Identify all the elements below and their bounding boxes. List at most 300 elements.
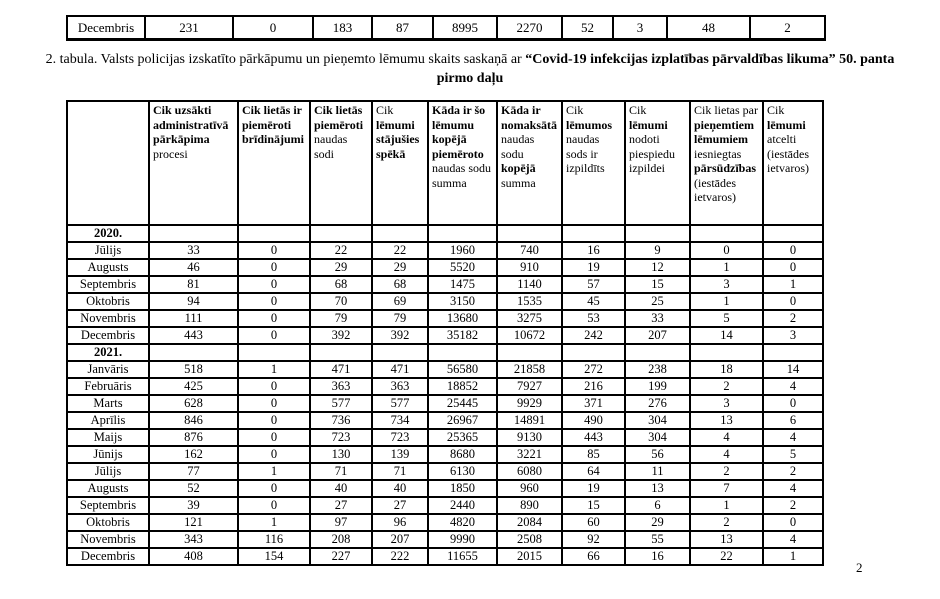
value-cell: 7 [690,480,763,497]
value-cell: 2084 [497,514,562,531]
value-cell: 3275 [497,310,562,327]
value-cell: 0 [763,242,823,259]
value-cell: 0 [238,497,310,514]
value-cell: 56 [625,446,690,463]
value-cell: 408 [149,548,238,565]
value-cell: 0 [238,412,310,429]
header-text: summa [501,175,536,190]
value-cell: 471 [372,361,428,378]
column-header [372,101,428,225]
value-cell: 85 [562,446,625,463]
value-cell: 13 [690,412,763,429]
value-cell: 0 [690,242,763,259]
value-cell: 97 [310,514,372,531]
value-cell: 92 [562,531,625,548]
value-cell: 0 [238,259,310,276]
header-text: Cik [767,103,785,117]
value-cell: 13680 [428,310,497,327]
value-cell: 960 [497,480,562,497]
value-cell: 19 [562,480,625,497]
value-cell: 1 [763,276,823,293]
value-cell: 1475 [428,276,497,293]
value-cell: 2 [763,310,823,327]
value-cell: 27 [372,497,428,514]
caption-text: 2. tabula. Valsts policijas izskatīto pārkāpumu un pieņemto lēmumu skaits saskaņā ar [45,52,526,67]
value-cell: 13 [690,531,763,548]
header-text: nodoti piespiedu izpildei [629,132,675,175]
value-cell: 1 [238,361,310,378]
month-data-row [67,242,823,259]
empty-cell [625,225,690,242]
month-data-row [67,514,823,531]
value-cell: 66 [562,548,625,565]
value-cell: 471 [310,361,372,378]
header-text-bold: lēmumi stājušies spēkā [376,117,420,161]
value-cell: 1535 [497,293,562,310]
value-cell: 2 [690,463,763,480]
column-header [149,101,238,225]
month-label: Novembris [67,531,149,548]
value-cell: 2015 [497,548,562,565]
month-data-row [67,531,823,548]
value-cell: 40 [310,480,372,497]
column-header [67,101,149,225]
value-cell: 96 [372,514,428,531]
value-cell: 15 [625,276,690,293]
value-cell: 18852 [428,378,497,395]
empty-cell [690,344,763,361]
value-cell: 227 [310,548,372,565]
value-cell: 216 [562,378,625,395]
empty-cell [238,344,310,361]
column-header [763,101,823,225]
column-header [428,101,497,225]
value-cell: 29 [625,514,690,531]
value-cell: 22 [690,548,763,565]
value-cell: 1140 [497,276,562,293]
value-cell: 0 [233,16,313,40]
value-cell: 2 [690,514,763,531]
value-cell: 371 [562,395,625,412]
value-cell: 392 [372,327,428,344]
value-cell: 443 [149,327,238,344]
header-text-bold: kopējā [501,161,536,175]
value-cell: 70 [310,293,372,310]
value-cell: 14891 [497,412,562,429]
value-cell: 5520 [428,259,497,276]
value-cell: 69 [372,293,428,310]
value-cell: 6 [763,412,823,429]
empty-cell [428,344,497,361]
value-cell: 4 [690,429,763,446]
value-cell: 0 [238,293,310,310]
header-text: (iestādes ietvaros) [694,175,736,204]
value-cell: 0 [238,276,310,293]
value-cell: 2 [763,463,823,480]
value-cell: 2 [750,16,825,40]
value-cell: 29 [310,259,372,276]
value-cell: 363 [372,378,428,395]
value-cell: 40 [372,480,428,497]
value-cell: 392 [310,327,372,344]
table-row [67,16,825,40]
empty-cell [310,225,372,242]
value-cell: 3 [690,276,763,293]
empty-cell [372,225,428,242]
value-cell: 723 [310,429,372,446]
value-cell: 3 [763,327,823,344]
month-data-row [67,412,823,429]
value-cell: 3 [690,395,763,412]
value-cell: 33 [625,310,690,327]
value-cell: 48 [667,16,750,40]
month-label: Septembris [67,497,149,514]
value-cell: 1850 [428,480,497,497]
value-cell: 1 [690,293,763,310]
value-cell: 79 [372,310,428,327]
column-header [625,101,690,225]
header-text: Cik [566,103,584,117]
value-cell: 7927 [497,378,562,395]
year-section-row [67,344,823,361]
value-cell: 577 [310,395,372,412]
header-text-bold: lēmumi [629,117,668,132]
month-label: Augusts [67,480,149,497]
value-cell: 1960 [428,242,497,259]
month-data-row [67,497,823,514]
value-cell: 238 [625,361,690,378]
value-cell: 9130 [497,429,562,446]
value-cell: 4 [763,531,823,548]
empty-cell [562,225,625,242]
header-text: atcelti (iestādes ietvaros) [767,132,809,175]
header-text: procesi [153,146,188,161]
month-label: Decembris [67,548,149,565]
value-cell: 343 [149,531,238,548]
value-cell: 10672 [497,327,562,344]
value-cell: 6130 [428,463,497,480]
empty-cell [763,225,823,242]
value-cell: 425 [149,378,238,395]
value-cell: 77 [149,463,238,480]
month-label: Aprīlis [67,412,149,429]
empty-cell [763,344,823,361]
value-cell: 4 [690,446,763,463]
month-data-row [67,361,823,378]
value-cell: 8680 [428,446,497,463]
value-cell: 6080 [497,463,562,480]
value-cell: 12 [625,259,690,276]
value-cell: 55 [625,531,690,548]
value-cell: 1 [763,548,823,565]
value-cell: 130 [310,446,372,463]
value-cell: 8995 [433,16,497,40]
empty-cell [562,344,625,361]
value-cell: 35182 [428,327,497,344]
column-header [310,101,372,225]
value-cell: 11655 [428,548,497,565]
value-cell: 5 [763,446,823,463]
value-cell: 1 [238,514,310,531]
month-label: Marts [67,395,149,412]
header-text: Cik [376,103,394,117]
value-cell: 11 [625,463,690,480]
value-cell: 56580 [428,361,497,378]
value-cell: 0 [238,446,310,463]
month-data-row [67,446,823,463]
value-cell: 363 [310,378,372,395]
value-cell: 518 [149,361,238,378]
header-text: Cik [629,103,647,117]
value-cell: 18 [690,361,763,378]
value-cell: 9 [625,242,690,259]
value-cell: 734 [372,412,428,429]
value-cell: 52 [149,480,238,497]
table-header-row [67,101,823,225]
header-text-bold: pieņemtiem lēmumiem [694,117,754,146]
header-text: iesniegtas [694,146,742,161]
month-data-row [67,310,823,327]
value-cell: 68 [372,276,428,293]
header-text: Cik lietas par [694,103,758,117]
year-label: 2021. [67,344,149,361]
value-cell: 68 [310,276,372,293]
value-cell: 736 [310,412,372,429]
value-cell: 304 [625,412,690,429]
header-text: naudas sodu summa [432,161,491,190]
value-cell: 2270 [497,16,562,40]
value-cell: 183 [313,16,372,40]
value-cell: 3 [613,16,667,40]
value-cell: 71 [310,463,372,480]
value-cell: 199 [625,378,690,395]
value-cell: 5 [690,310,763,327]
column-header [690,101,763,225]
value-cell: 723 [372,429,428,446]
value-cell: 0 [763,293,823,310]
value-cell: 2508 [497,531,562,548]
value-cell: 26967 [428,412,497,429]
value-cell: 16 [562,242,625,259]
header-text-bold: Cik lietās ir piemēroti brīdinājumi [242,103,305,146]
value-cell: 3221 [497,446,562,463]
empty-cell [238,225,310,242]
value-cell: 0 [763,259,823,276]
value-cell: 208 [310,531,372,548]
value-cell: 116 [238,531,310,548]
value-cell: 154 [238,548,310,565]
value-cell: 60 [562,514,625,531]
value-cell: 1 [238,463,310,480]
value-cell: 207 [625,327,690,344]
column-header [238,101,310,225]
value-cell: 14 [690,327,763,344]
value-cell: 0 [238,327,310,344]
month-label: Decembris [67,16,145,40]
value-cell: 577 [372,395,428,412]
month-label: Decembris [67,327,149,344]
month-data-row [67,395,823,412]
empty-cell [372,344,428,361]
value-cell: 890 [497,497,562,514]
value-cell: 52 [562,16,613,40]
value-cell: 87 [372,16,433,40]
value-cell: 162 [149,446,238,463]
header-text-bold: Cik uzsākti administratīvā pārkāpima [153,103,229,146]
value-cell: 15 [562,497,625,514]
value-cell: 0 [238,429,310,446]
value-cell: 6 [625,497,690,514]
value-cell: 19 [562,259,625,276]
value-cell: 4820 [428,514,497,531]
value-cell: 0 [238,480,310,497]
table-caption [30,50,910,88]
month-label: Augusts [67,259,149,276]
month-label: Jūlijs [67,242,149,259]
month-data-row [67,276,823,293]
value-cell: 9929 [497,395,562,412]
value-cell: 13 [625,480,690,497]
value-cell: 910 [497,259,562,276]
value-cell: 846 [149,412,238,429]
month-label: Maijs [67,429,149,446]
month-label: Jūlijs [67,463,149,480]
table-body [67,225,823,565]
page-number: 2 [856,560,863,575]
caption-text-bold: “Covid-19 infekcijas izplatības pārvaldības likuma” 50. panta pirmo daļu [436,52,895,86]
header-text-bold: Cik lietās piemēroti [314,103,364,132]
empty-cell [690,225,763,242]
empty-cell [625,344,690,361]
value-cell: 53 [562,310,625,327]
header-text-bold: Kāda ir nomaksātā [501,103,558,132]
header-text-bold: lēmumi [767,117,806,132]
month-data-row [67,378,823,395]
value-cell: 46 [149,259,238,276]
value-cell: 71 [372,463,428,480]
value-cell: 33 [149,242,238,259]
month-label: Oktobris [67,293,149,310]
value-cell: 25445 [428,395,497,412]
value-cell: 22 [372,242,428,259]
value-cell: 2 [763,497,823,514]
month-data-row [67,327,823,344]
value-cell: 45 [562,293,625,310]
value-cell: 4 [763,429,823,446]
value-cell: 276 [625,395,690,412]
empty-cell [310,344,372,361]
value-cell: 207 [372,531,428,548]
month-label: Februāris [67,378,149,395]
value-cell: 94 [149,293,238,310]
value-cell: 25365 [428,429,497,446]
value-cell: 4 [763,378,823,395]
value-cell: 9990 [428,531,497,548]
previous-table-tail [66,15,826,41]
header-text-bold: lēmumos [566,117,612,132]
month-data-row [67,293,823,310]
value-cell: 443 [562,429,625,446]
value-cell: 0 [238,242,310,259]
header-text: naudas sods ir izpildīts [566,132,605,175]
value-cell: 57 [562,276,625,293]
value-cell: 111 [149,310,238,327]
value-cell: 490 [562,412,625,429]
header-text-bold: pārsūdzības [694,161,757,175]
value-cell: 2440 [428,497,497,514]
month-label: Oktobris [67,514,149,531]
value-cell: 27 [310,497,372,514]
value-cell: 64 [562,463,625,480]
value-cell: 39 [149,497,238,514]
value-cell: 121 [149,514,238,531]
month-label: Septembris [67,276,149,293]
value-cell: 242 [562,327,625,344]
empty-cell [497,225,562,242]
year-label: 2020. [67,225,149,242]
value-cell: 1 [690,259,763,276]
header-text: naudas sodu [501,132,535,161]
value-cell: 740 [497,242,562,259]
header-text: naudas sodi [314,132,348,161]
column-header [562,101,625,225]
value-cell: 25 [625,293,690,310]
value-cell: 29 [372,259,428,276]
value-cell: 0 [238,310,310,327]
value-cell: 628 [149,395,238,412]
value-cell: 272 [562,361,625,378]
value-cell: 81 [149,276,238,293]
value-cell: 3150 [428,293,497,310]
value-cell: 14 [763,361,823,378]
empty-cell [497,344,562,361]
value-cell: 16 [625,548,690,565]
value-cell: 79 [310,310,372,327]
month-data-row [67,259,823,276]
previous-table-body [67,16,825,40]
covid-law-violations-table [66,100,824,566]
month-data-row [67,463,823,480]
value-cell: 0 [238,395,310,412]
month-label: Janvāris [67,361,149,378]
value-cell: 21858 [497,361,562,378]
header-text-bold: Kāda ir šo lēmumu kopējā piemēroto [432,103,486,161]
value-cell: 1 [690,497,763,514]
value-cell: 4 [763,480,823,497]
month-data-row [67,429,823,446]
value-cell: 2 [690,378,763,395]
empty-cell [149,225,238,242]
value-cell: 0 [238,378,310,395]
value-cell: 231 [145,16,233,40]
empty-cell [428,225,497,242]
value-cell: 22 [310,242,372,259]
value-cell: 0 [763,395,823,412]
month-data-row [67,480,823,497]
month-data-row [67,548,823,565]
value-cell: 876 [149,429,238,446]
column-header [497,101,562,225]
year-section-row [67,225,823,242]
month-label: Jūnijs [67,446,149,463]
empty-cell [149,344,238,361]
value-cell: 0 [763,514,823,531]
value-cell: 139 [372,446,428,463]
value-cell: 304 [625,429,690,446]
value-cell: 222 [372,548,428,565]
month-label: Novembris [67,310,149,327]
table-header [67,101,823,225]
